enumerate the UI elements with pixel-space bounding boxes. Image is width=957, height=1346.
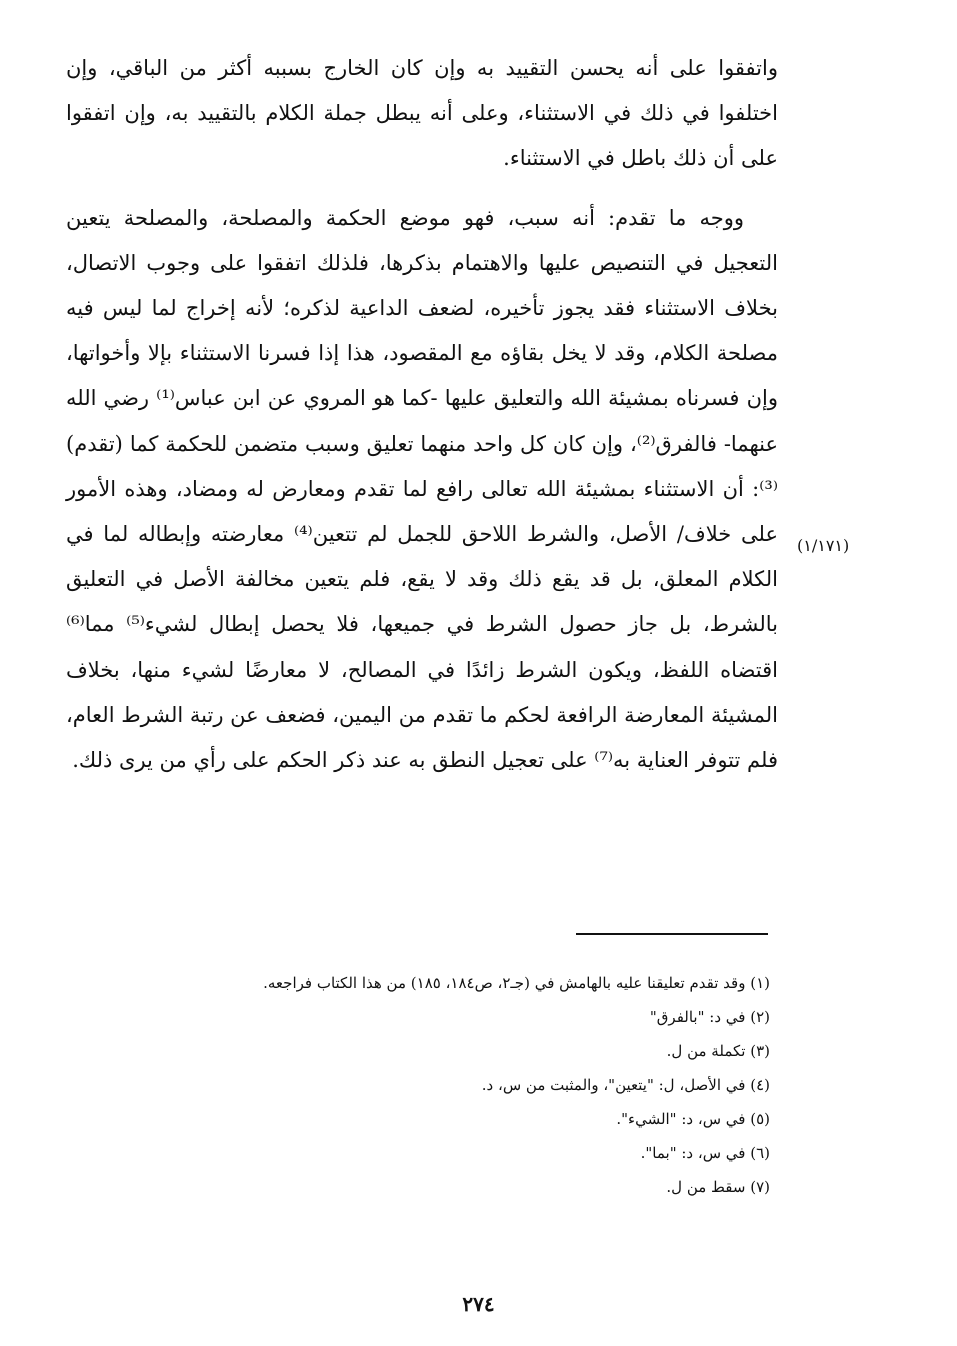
footnotes bbox=[110, 966, 770, 1204]
footnote-5: (٥) في س، د: "الشيء". bbox=[616, 1110, 770, 1128]
paragraph-1: واتفقوا على أنه يحسن التقييد به وإن كان الخارج بسببه أكثر من الباقي، وإن اختلفوا في ذلك في الاستثناء، وعلى أنه يبطل جملة الكلام بالتقييد به، وإن اتفقوا على أن ذلك باطل في الاستثناء. bbox=[66, 56, 778, 171]
footnote-3: (٣) تكملة من ل. bbox=[666, 1042, 770, 1060]
paragraph-2: ووجه ما تقدم: أنه سبب، فهو موضع الحكمة والمصلحة، والمصلحة يتعين التعجيل في التنصيص عليها والاهتمام بذكرها، فلذلك اتفقوا على وجوب الاتصال، بخلاف الاستثناء فقد يجوز تأخيره، لضعف الداعية لذكره؛ لأنه إخراج لما ليس فيه مصلحة الكلام، وقد لا يخل بقاؤه مع المقصود، هذا إذا فسرنا الاستثناء بإلا وأخواتها، وإن فسرناه بمشيئة الله والتعليق عليها -كما هو المروي عن ابن عباس⁽¹⁾ رضي الله عنهما- فالفرق⁽²⁾، وإن كان كل واحد منهما تعليق وسبب متضمن للحكمة كما (تقدم)⁽³⁾: أن الاستثناء بمشيئة الله تعالى رافع لما تقدم ومعارض له ومضاد، وهذه الأمور على خلاف/ الأصل، والشرط اللاحق للجمل لم تتعين⁽⁴⁾ معارضته وإبطاله لما في الكلام المعلق، بل قد يقع ذلك وقد لا يقع، فلم يتعين مخالفة الأصل في التعليق بالشرط، بل جاز حصول الشرط في جميعها، فلا يحصل إبطال لشيء⁽⁵⁾ مما⁽⁶⁾ اقتضاه اللفظ، ويكون الشرط زائدًا في المصالح، لا معارضًا لشيء منها، بخلاف المشيئة المعارضة الرافعة لحكم ما تقدم من اليمين، فضعف عن رتبة الشرط العام، فلم تتوفر العناية به⁽⁷⁾ على تعجيل النطق به عند ذكر الحكم على رأي من يرى ذلك. bbox=[66, 205, 778, 773]
footnote-4: (٤) في الأصل، ل: "يتعين"، والمثبت من س، د. bbox=[481, 1076, 770, 1094]
margin-manuscript-reference: (١/١٧١) bbox=[797, 536, 850, 555]
footnote-1: (١) وقد تقدم تعليقنا عليه بالهامش في (جـ٢، ص١٨٤، ١٨٥) من هذا الكتاب فراجعه. bbox=[263, 974, 770, 992]
footnote-2: (٢) في د: "بالفرق" bbox=[649, 1008, 770, 1026]
footnote-separator bbox=[576, 933, 768, 935]
footnote-6: (٦) في س، د: "بما". bbox=[640, 1144, 770, 1162]
page-number: ٢٧٤ bbox=[462, 1292, 495, 1316]
main-text bbox=[66, 46, 778, 783]
footnote-7: (٧) سقط من ل. bbox=[666, 1178, 770, 1196]
